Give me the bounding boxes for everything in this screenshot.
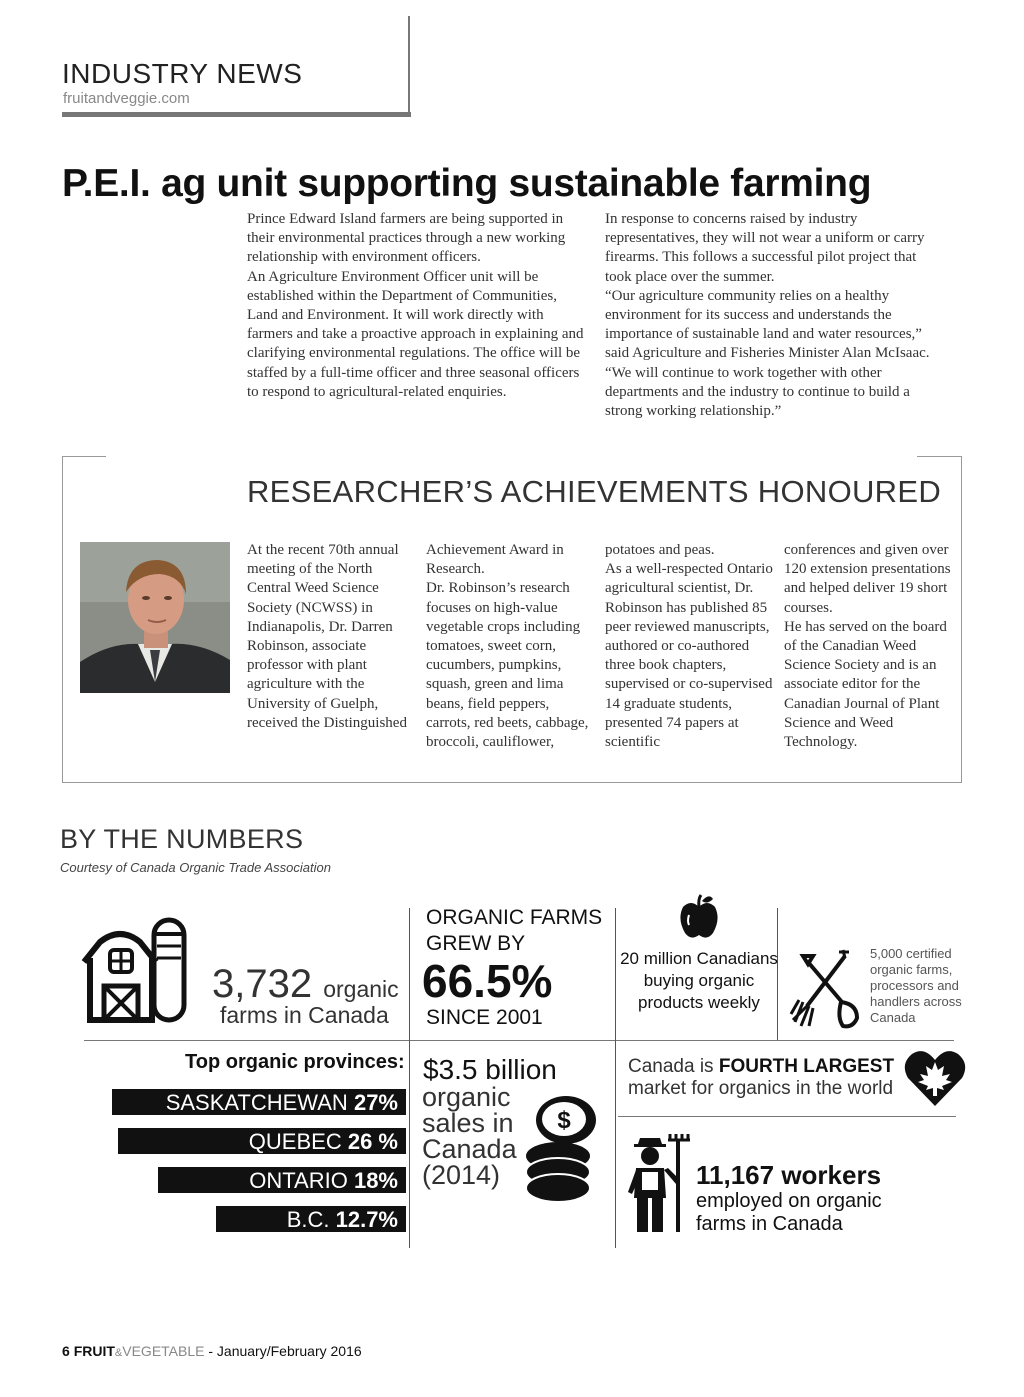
barn-icon <box>80 912 192 1029</box>
buyers-stat: 20 million Canadians buying organic products weekly <box>620 949 778 1012</box>
market-line1 <box>628 1056 894 1078</box>
paragraph: “Our agriculture community relies on a healthy environment for its success and understands the importance of sustainable land and water resources,” said Agriculture and Fisheries Minister Alan McIsaac. “We will continue to work together with other departments and the industry to continue to build a strong working relationship.” <box>605 287 930 420</box>
article-column-2 <box>426 541 594 752</box>
grid-divider <box>618 1116 956 1117</box>
issue-date: - January/February 2016 <box>208 1343 362 1359</box>
growth-percent: 66.5% <box>422 955 553 1007</box>
province-name: QUEBEC <box>248 1129 342 1154</box>
paragraph: At the recent 70th annual meeting of the North Central Weed Science Society (NCWSS) in Indianapolis, Dr. Darren Robinson, associate professor with plant agriculture with the University of Guelph, received the Distinguished <box>247 542 407 731</box>
magazine-name-2: VEGETABLE <box>122 1343 205 1359</box>
province-name: B.C. <box>286 1207 330 1232</box>
workers-count: 11,167 workers <box>696 1160 882 1190</box>
site-url: fruitandveggie.com <box>63 90 190 107</box>
province-bar-saskatchewan <box>112 1089 406 1115</box>
sales-description: organic sales in Canada (2014) <box>422 1082 517 1190</box>
article-column-4 <box>784 541 952 752</box>
sales-amount: $3.5 billion <box>423 1054 557 1085</box>
province-bar-ontario <box>158 1167 406 1193</box>
growth-label-line1: ORGANIC FARMS <box>426 906 603 929</box>
certified-stat: 5,000 certified organic farms, processors and handlers across Canada <box>870 946 962 1025</box>
paragraph: Prince Edward Island farmers are being supported in their environmental practices through a new working relationship with environment officers. <box>247 211 566 266</box>
box-border-right <box>961 456 962 783</box>
article-column-1 <box>247 541 415 733</box>
growth-label-line2: GREW BY <box>426 932 526 955</box>
box-border-top-right <box>917 456 962 457</box>
section-title: INDUSTRY NEWS <box>62 58 303 89</box>
grid-divider <box>409 1040 410 1248</box>
paragraph: potatoes and peas. <box>605 542 715 558</box>
header-divider <box>408 16 410 116</box>
header-rule <box>62 112 411 117</box>
farms-count <box>212 962 399 1007</box>
article-headline: P.E.I. ag unit supporting sustainable farming <box>62 162 872 205</box>
workers-description: employed on organic farms in Canada <box>696 1190 882 1235</box>
box-border-left <box>62 456 63 783</box>
farms-count-number: 3,732 <box>212 962 313 1006</box>
province-percent: 18% <box>353 1168 398 1193</box>
farms-count-word: organic <box>323 976 399 1002</box>
box-border-top-left <box>62 456 106 457</box>
farmer-icon <box>626 1134 696 1239</box>
paragraph: He has served on the board of the Canadian Weed Science Society and is an associate editor for the Canadian Journal of Plant Science and Weed Technology. <box>784 618 947 751</box>
province-name: ONTARIO <box>249 1168 348 1193</box>
page-number: 6 <box>62 1343 70 1359</box>
province-percent: 12.7% <box>335 1207 398 1232</box>
paragraph: conferences and given over 120 extension presentations and helped deliver 19 short courses. <box>784 542 951 616</box>
article-column-3 <box>605 541 773 752</box>
article-column-1 <box>247 210 587 402</box>
page-footer <box>62 1343 362 1359</box>
article-title: RESEARCHER’S ACHIEVEMENTS HONOURED <box>247 474 942 509</box>
article-column-2 <box>605 210 935 421</box>
province-percent: 27% <box>353 1090 398 1115</box>
grid-divider <box>84 1040 954 1041</box>
paragraph: In response to concerns raised by industry representatives, they will not wear a uniform or carry firearms. This follows a successful pilot project that took place over the summer. <box>605 211 925 285</box>
coins-icon <box>522 1092 602 1213</box>
grid-divider <box>409 908 410 1040</box>
province-name: SASKATCHEWAN <box>165 1090 348 1115</box>
magazine-name-1: FRUIT <box>73 1343 115 1359</box>
province-bar-bc <box>216 1206 406 1232</box>
growth-since: SINCE 2001 <box>426 1006 543 1029</box>
paragraph: An Agriculture Environment Officer unit will be established within the Department of Communities, Land and Environment. It will work directly with farmers and take a proactive approach in explaining and clarifying environmental regulations. The office will be staffed by a full-time officer and three seasonal officers to respond to agricultural-related enquiries. <box>247 268 584 400</box>
apple-icon <box>679 893 719 944</box>
paragraph: As a well-respected Ontario agricultural scientist, Dr. Robinson has published 85 peer reviewed manuscripts, authored or co-authored three book chapters, supervised or co-supervised 14 graduate students, presented 74 papers at scientific <box>605 561 773 751</box>
magazine-ampersand: & <box>114 1347 123 1359</box>
province-percent: 26 % <box>347 1129 398 1154</box>
svg-text:$: $ <box>557 1107 571 1134</box>
grid-divider <box>615 1040 616 1248</box>
researcher-photo <box>80 542 230 693</box>
grid-divider <box>615 908 616 1040</box>
box-border-bottom <box>62 782 962 783</box>
maple-heart-icon <box>904 1048 966 1113</box>
paragraph: Achievement Award in Research. <box>426 542 564 578</box>
paragraph: Dr. Robinson’s research focuses on high-value vegetable crops including tomatoes, sweet corn, cucumbers, pumpkins, squash, green and lima beans, field peppers, carrots, red beets, cabbage, broccoli, cauliflower, <box>426 580 589 751</box>
market-rank: FOURTH LARGEST <box>718 1056 895 1077</box>
provinces-title: Top organic provinces: <box>185 1051 405 1073</box>
tools-icon <box>787 948 863 1035</box>
farms-sub: farms in Canada <box>220 1002 389 1028</box>
market-prefix: Canada is <box>628 1056 714 1077</box>
province-bar-quebec <box>118 1128 406 1154</box>
numbers-title: BY THE NUMBERS <box>60 824 304 854</box>
numbers-credit: Courtesy of Canada Organic Trade Association <box>60 860 331 875</box>
market-line2: market for organics in the world <box>628 1078 894 1099</box>
